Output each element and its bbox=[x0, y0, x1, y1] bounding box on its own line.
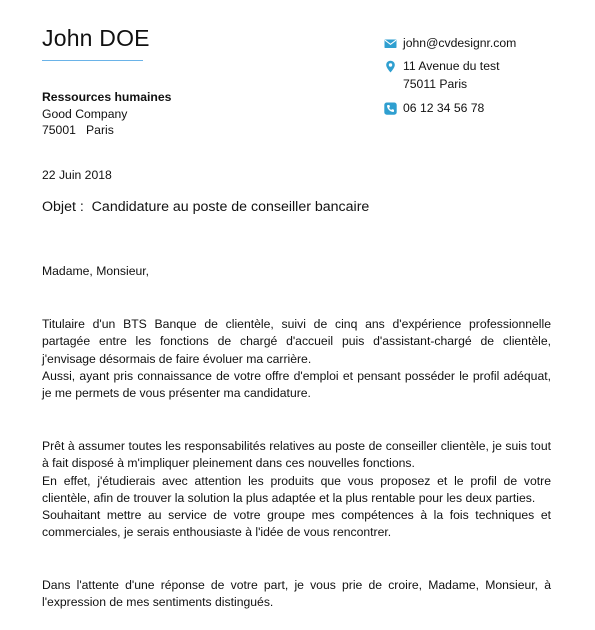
salutation: Madame, Monsieur, bbox=[42, 264, 150, 278]
letter-subject: Objet : Candidature au poste de conseiller bancaire bbox=[42, 199, 370, 215]
phone-icon bbox=[384, 102, 397, 115]
contact-email bbox=[384, 35, 516, 53]
sender-name: John DOE bbox=[42, 25, 150, 51]
paragraph-2-sentence-2: En effet, j'étudierais avec attention les produits que vous proposez et le profil de votre clientèle, afin de trouver la solution la plus adaptée et la plus rentable pour les deux parties. bbox=[42, 473, 551, 505]
map-pin-icon bbox=[384, 60, 397, 73]
address-line-1: 11 Avenue du test bbox=[403, 59, 500, 73]
paragraph-2 bbox=[42, 438, 551, 542]
paragraph-1 bbox=[42, 316, 551, 402]
recipient-company: Good Company bbox=[42, 106, 128, 121]
envelope-icon bbox=[384, 37, 397, 50]
recipient-block bbox=[42, 89, 171, 139]
paragraph-2-sentence-1: Prêt à assumer toutes les responsabilités relatives au poste de conseiller clientèle, je suis tout à fait disposé à m'impliquer pleinement dans ces nouvelles fonctions. bbox=[42, 439, 551, 471]
address-text bbox=[403, 58, 499, 93]
paragraph-3 bbox=[42, 577, 551, 612]
name-underline bbox=[42, 60, 143, 61]
recipient-department: Ressources humaines bbox=[42, 90, 172, 104]
email-text[interactable]: john@cvdesignr.com bbox=[403, 36, 517, 50]
contact-phone bbox=[384, 100, 484, 118]
paragraph-2-sentence-3: Souhaitant mettre au service de votre groupe mes compétences à la fois techniques et commerciales, je serais enthousiaste à l'idée de vous rencontrer. bbox=[42, 508, 551, 540]
paragraph-1-sentence-2: Aussi, ayant pris connaissance de votre offre d'emploi et pensant posséder le profil adéquat, je me permets de vous présenter ma candidature. bbox=[42, 368, 551, 401]
phone-text[interactable]: 06 12 34 56 78 bbox=[403, 101, 485, 115]
paragraph-3-sentence-1: Dans l'attente d'une réponse de votre part, je vous prie de croire, Madame, Monsieur, à l'expression de mes sentiments distingués. bbox=[42, 578, 551, 610]
recipient-city: 75001 Paris bbox=[42, 123, 114, 137]
contact-address bbox=[384, 58, 499, 93]
address-line-2: 75011 Paris bbox=[403, 76, 468, 91]
paragraph-1-sentence-1: Titulaire d'un BTS Banque de clientèle, suivi de cinq ans d'expérience professionnelle partagée entre les fonctions de chargé d'accueil puis d'assistant-chargé de clientèle, j'envisage désormais de faire évoluer ma carrière. bbox=[42, 317, 551, 366]
letter-date: 22 Juin 2018 bbox=[42, 168, 112, 182]
